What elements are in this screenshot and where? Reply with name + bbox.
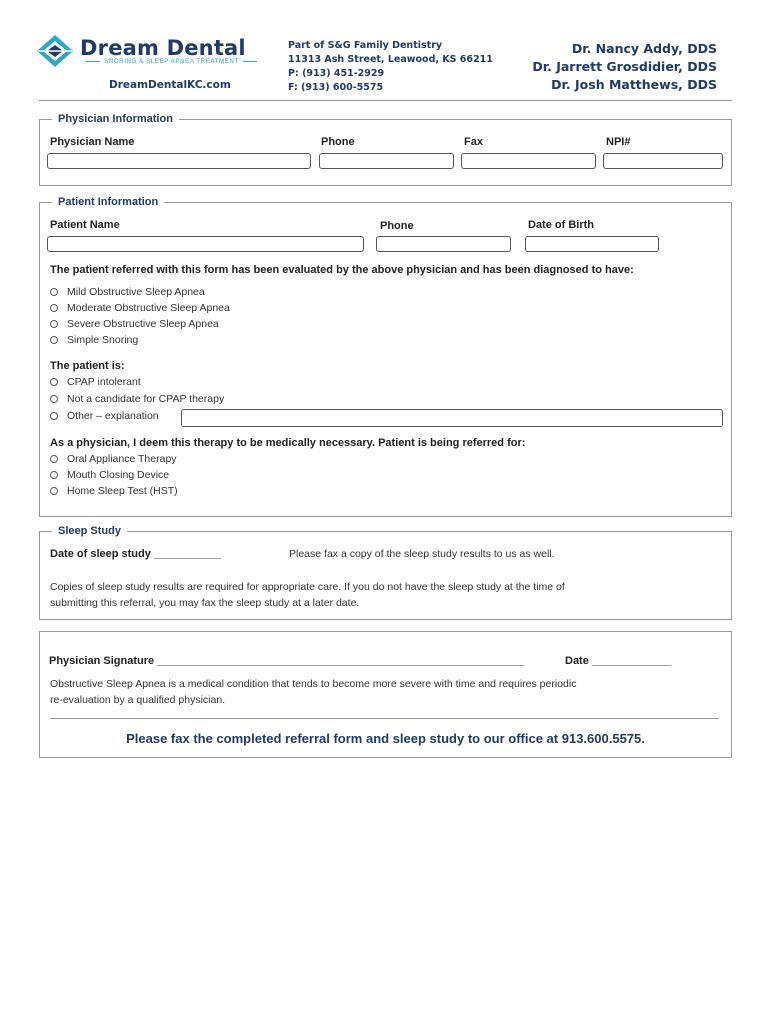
option-label: Home Sleep Test (HST) bbox=[67, 485, 178, 497]
fax-instructions: Please fax the completed referral form and sleep study to our office at 913.600.5575. bbox=[126, 731, 645, 746]
sleep-study-copies-note bbox=[50, 579, 565, 611]
radio-button[interactable] bbox=[50, 487, 58, 495]
radio-button[interactable] bbox=[50, 304, 58, 312]
option-label: Oral Appliance Therapy bbox=[67, 453, 177, 465]
signature-date-field[interactable]: Date _____________ bbox=[565, 655, 672, 667]
radio-button[interactable] bbox=[50, 412, 58, 420]
doctor-name: Dr. Jarrett Grosdidier, DDS bbox=[532, 59, 717, 74]
referral-prompt: As a physician, I deem this therapy to be medically necessary. Patient is being referred for: bbox=[50, 437, 526, 449]
note-line: Copies of sleep study results are required for appropriate care. If you do not have the sleep study at the time of bbox=[50, 581, 565, 593]
radio-button[interactable] bbox=[50, 455, 58, 463]
radio-button[interactable] bbox=[50, 288, 58, 296]
physician-signature-field[interactable]: Physician Signature ____________________________________________________________ bbox=[49, 655, 525, 667]
option-label: Other – explanation bbox=[67, 410, 159, 422]
radio-button[interactable] bbox=[50, 378, 58, 386]
patient-status-prompt: The patient is: bbox=[50, 360, 125, 372]
section-title: Patient Information bbox=[58, 196, 159, 208]
radio-button[interactable] bbox=[50, 336, 58, 344]
physician-phone-label: Phone bbox=[321, 136, 355, 148]
option-label: Not a candidate for CPAP therapy bbox=[67, 393, 225, 405]
radio-button[interactable] bbox=[50, 320, 58, 328]
radio-button[interactable] bbox=[50, 395, 58, 403]
physician-fax-input[interactable] bbox=[461, 153, 596, 169]
section-title: Physician Information bbox=[58, 113, 173, 125]
option-label: Severe Obstructive Sleep Apnea bbox=[67, 318, 219, 330]
physician-npi-label: NPI# bbox=[606, 136, 631, 148]
brand-name: Dream Dental bbox=[80, 36, 246, 60]
option-label: Mouth Closing Device bbox=[67, 469, 170, 481]
website-link[interactable]: DreamDentalKC.com bbox=[109, 79, 231, 91]
patient-dob-input[interactable] bbox=[525, 236, 659, 252]
option-label: Mild Obstructive Sleep Apnea bbox=[67, 286, 205, 298]
physician-name-label: Physician Name bbox=[50, 136, 135, 148]
note-line: re-evaluation by a qualified physician. bbox=[50, 694, 226, 706]
patient-dob-label: Date of Birth bbox=[528, 219, 594, 231]
osa-note bbox=[50, 676, 576, 708]
option-label: Moderate Obstructive Sleep Apnea bbox=[67, 302, 230, 314]
section-title: Sleep Study bbox=[58, 525, 121, 537]
option-label: Simple Snoring bbox=[67, 334, 139, 346]
physician-name-input[interactable] bbox=[47, 153, 311, 169]
address-line: 11313 Ash Street, Leawood, KS 66211 bbox=[288, 54, 493, 65]
physician-fax-label: Fax bbox=[464, 136, 483, 148]
physician-npi-input[interactable] bbox=[603, 153, 723, 169]
sleep-study-date-field[interactable]: Date of sleep study ___________ bbox=[50, 548, 222, 560]
physician-phone-input[interactable] bbox=[319, 153, 454, 169]
brand-tagline: SNORING & SLEEP APNEA TREATMENT bbox=[82, 58, 261, 65]
header-divider bbox=[39, 100, 732, 101]
note-line: Obstructive Sleep Apnea is a medical condition that tends to become more severe with time and requires periodic bbox=[50, 678, 577, 690]
address-line: Part of S&G Family Dentistry bbox=[288, 40, 443, 51]
radio-button[interactable] bbox=[50, 471, 58, 479]
phone-line: P: (913) 451-2929 bbox=[288, 68, 385, 79]
patient-phone-input[interactable] bbox=[376, 236, 511, 252]
diagnosis-prompt: The patient referred with this form has been evaluated by the above physician and has been diagnosed to have: bbox=[50, 264, 634, 276]
practice-address bbox=[288, 39, 493, 95]
other-explanation-input[interactable] bbox=[181, 409, 723, 427]
doctor-name: Dr. Nancy Addy, DDS bbox=[571, 41, 717, 56]
sleep-study-fax-note: Please fax a copy of the sleep study results to us as well. bbox=[289, 548, 555, 560]
doctor-name: Dr. Josh Matthews, DDS bbox=[551, 77, 717, 92]
dream-dental-logo-icon bbox=[36, 34, 74, 68]
patient-name-input[interactable] bbox=[47, 236, 364, 252]
patient-name-label: Patient Name bbox=[50, 219, 120, 231]
fax-line: F: (913) 600-5575 bbox=[288, 82, 384, 93]
note-line: submitting this referral, you may fax the sleep study at a later date. bbox=[50, 597, 360, 609]
patient-phone-label: Phone bbox=[380, 220, 414, 232]
signature-divider bbox=[50, 718, 719, 719]
option-label: CPAP intolerant bbox=[67, 376, 141, 388]
physician-information-section bbox=[39, 113, 732, 186]
doctor-list bbox=[532, 40, 717, 94]
